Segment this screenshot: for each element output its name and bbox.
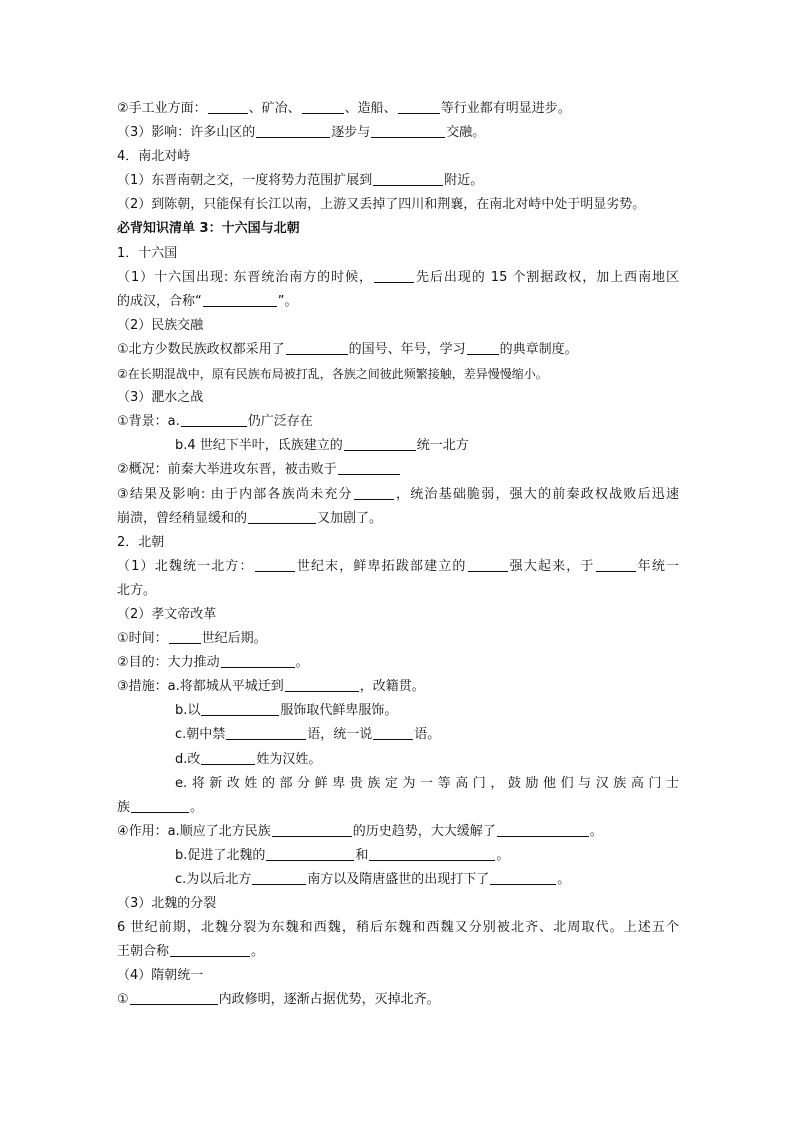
text-segment: ①背景：a. <box>117 414 180 430</box>
text-segment: b.促进了北魏的 <box>175 847 266 863</box>
text-line <box>117 169 679 193</box>
fill-in-blank[interactable] <box>266 846 354 861</box>
text-segment: d.改 <box>175 751 201 767</box>
text-segment: 世纪末，鲜卑拓跋部建立的 <box>295 558 467 574</box>
fill-in-blank[interactable] <box>373 171 443 186</box>
text-segment: 的典章制度。 <box>499 341 578 357</box>
text-line <box>117 940 679 964</box>
fill-in-blank[interactable] <box>201 750 255 765</box>
fill-in-blank[interactable] <box>354 485 394 500</box>
text-line <box>117 844 679 868</box>
text-segment: 先后出现的 15 个割据政权，加上西南地区 <box>414 269 679 285</box>
text-segment: 。 <box>295 655 309 671</box>
text-segment: ① <box>117 992 129 1008</box>
text-segment: ①时间： <box>117 631 168 647</box>
text-line <box>117 723 679 747</box>
fill-in-blank[interactable] <box>201 701 279 716</box>
text-line <box>117 699 679 723</box>
document-page <box>117 97 679 1013</box>
text-line <box>117 579 679 603</box>
text-segment: 崩溃，曾经稍显缓和的 <box>117 510 248 526</box>
text-line <box>117 362 679 386</box>
text-segment: （3）影响：许多山区的 <box>117 125 256 141</box>
fill-in-blank[interactable] <box>373 725 413 740</box>
text-segment: （2）到陈朝，只能保有长江以南，上游又丢掉了四川和荆襄，在南北对峙中处于明显劣势。 <box>117 197 646 213</box>
fill-in-blank[interactable] <box>248 509 316 524</box>
text-line <box>117 314 679 338</box>
fill-in-blank[interactable] <box>181 412 247 427</box>
fill-in-blank[interactable] <box>169 629 201 644</box>
text-segment: 强大起来，于 <box>508 558 595 574</box>
text-segment: ②目的：大力推动 <box>117 655 220 671</box>
text-line <box>117 651 679 675</box>
fill-in-blank[interactable] <box>255 557 295 572</box>
fill-in-blank[interactable] <box>596 557 636 572</box>
text-segment: e.将新改姓的部分鲜卑贵族定为一等高门，鼓励他们与汉族高门士 <box>175 775 679 791</box>
text-segment: （1）东晋南朝之交，一度将势力范围扩展到 <box>117 173 373 189</box>
text-line <box>117 892 679 916</box>
text-segment: 的成汉，合称“ <box>117 293 202 309</box>
fill-in-blank[interactable] <box>371 123 445 138</box>
text-line <box>117 458 679 482</box>
text-segment: 。 <box>557 872 571 887</box>
text-line <box>117 193 679 217</box>
text-segment: 的国号、年号，学习 <box>348 341 466 357</box>
text-segment: 。 <box>251 944 265 960</box>
fill-in-blank[interactable] <box>226 725 306 740</box>
fill-in-blank[interactable] <box>131 798 189 813</box>
text-line <box>117 603 679 627</box>
text-segment: （4）隋朝统一 <box>117 968 204 984</box>
text-segment: 等行业都有明显进步。 <box>440 101 571 116</box>
text-segment: b.4 世纪下半叶，氐族建立的 <box>175 438 343 454</box>
fill-in-blank[interactable] <box>208 99 248 114</box>
text-segment: ，统治基础脆弱，强大的前秦政权战败后迅速 <box>394 486 679 502</box>
text-segment: 交融。 <box>446 125 486 141</box>
text-line <box>117 266 679 290</box>
text-segment: 语。 <box>414 727 441 743</box>
text-line <box>117 410 679 434</box>
text-segment: b.以 <box>175 703 201 719</box>
text-segment: ②手工业方面： <box>117 101 207 116</box>
text-segment: ③结果及影响: 由于内部各族尚未充分 <box>117 486 353 502</box>
text-line <box>117 290 679 314</box>
text-segment: （3）北魏的分裂 <box>117 896 217 912</box>
text-line <box>117 627 679 651</box>
text-segment: 。 <box>589 823 603 839</box>
fill-in-blank[interactable] <box>302 99 344 114</box>
text-line <box>117 964 679 988</box>
text-line <box>117 338 679 362</box>
fill-in-blank[interactable] <box>338 460 400 475</box>
text-segment: 世纪后期。 <box>201 631 267 647</box>
text-line <box>117 916 679 940</box>
text-segment: 族 <box>117 799 131 815</box>
text-segment: 、造船、 <box>344 101 397 116</box>
text-segment: 仍广泛存在 <box>247 414 313 430</box>
text-segment: 王朝合称 <box>117 944 170 960</box>
text-segment: 。 <box>190 799 204 815</box>
text-line <box>117 483 679 507</box>
fill-in-blank[interactable] <box>170 942 250 957</box>
text-line <box>117 434 679 458</box>
fill-in-blank[interactable] <box>344 436 416 451</box>
fill-in-blank[interactable] <box>252 870 306 885</box>
text-segment: ②在长期混战中，原有民族布局被打乱，各族之间彼此频繁接触，差异慢慢缩小。 <box>117 367 548 382</box>
text-line <box>117 507 679 531</box>
text-line <box>117 988 679 1012</box>
fill-in-blank[interactable] <box>130 990 218 1005</box>
fill-in-blank[interactable] <box>285 677 359 692</box>
fill-in-blank[interactable] <box>398 99 440 114</box>
fill-in-blank[interactable] <box>369 846 495 861</box>
fill-in-blank[interactable] <box>286 340 348 355</box>
text-line <box>117 531 679 555</box>
text-line <box>117 217 679 241</box>
fill-in-blank[interactable] <box>490 870 556 885</box>
text-line <box>117 386 679 410</box>
text-segment: 年统一 <box>636 558 679 574</box>
text-segment: 4．南北对峙 <box>117 149 191 165</box>
text-segment: （2）民族交融 <box>117 317 204 333</box>
text-segment: ③措施：a.将都城从平城迁到 <box>117 679 284 695</box>
text-segment: c.为以后北方 <box>175 872 252 887</box>
text-segment: ④作用：a.顺应了北方民族 <box>117 823 271 839</box>
text-segment: 语，统一说 <box>307 727 373 743</box>
text-segment: ，改籍贯。 <box>359 679 425 695</box>
text-segment: ①北方少数民族政权都采用了 <box>117 341 285 357</box>
text-segment: c.朝中禁 <box>175 727 226 743</box>
text-segment: 统一北方 <box>416 438 469 454</box>
text-segment: 逐步与 <box>331 125 371 141</box>
text-segment: 2．北朝 <box>117 534 165 550</box>
text-segment: 。 <box>496 847 510 863</box>
text-line <box>117 772 679 796</box>
text-segment: 的历史趋势，大大缓解了 <box>352 823 496 839</box>
text-line <box>117 242 679 266</box>
text-segment: 服饰取代鲜卑服饰。 <box>280 703 398 719</box>
text-line <box>117 748 679 772</box>
text-line <box>117 796 679 820</box>
text-segment: （1）十六国出现: 东晋统治南方的时候， <box>117 269 373 285</box>
text-line <box>117 97 679 121</box>
text-segment: 北方。 <box>117 582 157 598</box>
text-segment: 6 世纪前期，北魏分裂为东魏和西魏，稍后东魏和西魏又分别被北齐、北周取代。上述五个 <box>117 920 679 936</box>
text-line <box>117 555 679 579</box>
text-segment: （2）孝文帝改革 <box>117 606 217 622</box>
fill-in-blank[interactable] <box>374 268 414 283</box>
text-line <box>117 121 679 145</box>
text-line <box>117 820 679 844</box>
text-segment: ”。 <box>277 293 298 309</box>
text-segment: 内政修明，逐渐占据优势，灭掉北齐。 <box>218 992 440 1008</box>
text-segment: 和 <box>355 847 369 863</box>
text-segment: 姓为汉姓。 <box>256 751 322 767</box>
text-segment: 又加剧了。 <box>317 510 383 526</box>
text-line <box>117 145 679 169</box>
text-segment: （3）淝水之战 <box>117 390 204 406</box>
text-segment: 必背知识清单 3：十六国与北朝 <box>117 221 300 237</box>
fill-in-blank[interactable] <box>467 340 499 355</box>
text-segment: ②概况：前秦大举进攻东晋，被击败于 <box>117 462 337 478</box>
text-segment: 、矿冶、 <box>248 101 301 116</box>
fill-in-blank[interactable] <box>256 123 330 138</box>
text-segment: 南方以及隋唐盛世的出现打下了 <box>307 872 490 887</box>
fill-in-blank[interactable] <box>272 822 352 837</box>
fill-in-blank[interactable] <box>221 653 295 668</box>
text-segment: 1．十六国 <box>117 245 178 261</box>
fill-in-blank[interactable] <box>203 292 277 307</box>
text-line <box>117 675 679 699</box>
text-segment: 附近。 <box>444 173 484 189</box>
fill-in-blank[interactable] <box>468 557 508 572</box>
fill-in-blank[interactable] <box>497 822 589 837</box>
text-segment: （1）北魏统一北方： <box>117 558 254 574</box>
text-line <box>117 868 679 892</box>
